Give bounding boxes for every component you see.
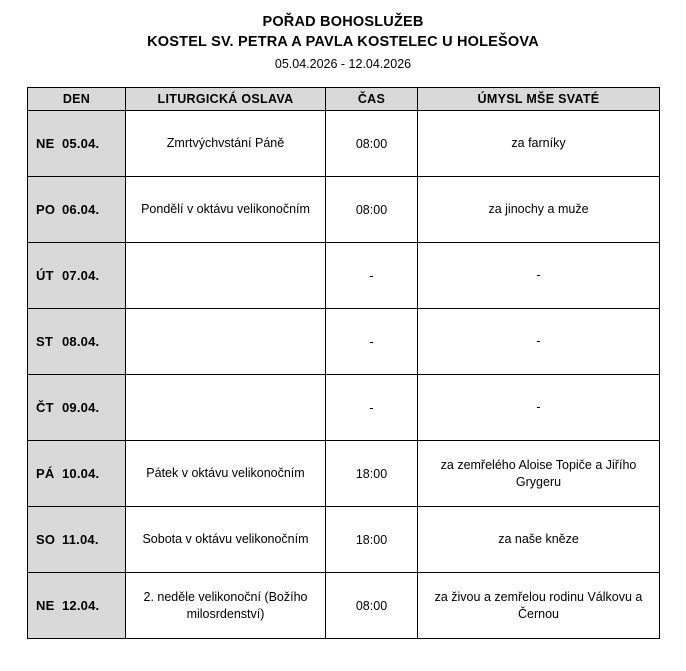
cell-day <box>28 309 126 375</box>
column-header-day: DEN <box>28 88 126 111</box>
cell-day <box>28 441 126 507</box>
document-subtitle-church: KOSTEL SV. PETRA A PAVLA KOSTELEC U HOLEŠOVA <box>147 34 539 50</box>
cell-feast <box>126 243 326 309</box>
cell-day-date: 07.04. <box>62 268 100 283</box>
cell-time: 18:00 <box>326 441 418 507</box>
cell-feast: Pátek v oktávu velikonočním <box>126 441 326 507</box>
table-row <box>28 243 660 309</box>
cell-time: 08:00 <box>326 573 418 639</box>
cell-day-dow: ST <box>36 334 54 349</box>
cell-day-date: 09.04. <box>62 400 100 415</box>
cell-feast <box>126 375 326 441</box>
cell-day-dow: ČT <box>36 400 54 415</box>
column-header-time: ČAS <box>326 88 418 111</box>
cell-intent: za farníky <box>418 111 660 177</box>
schedule-table-wrapper <box>27 87 659 639</box>
cell-day-date: 11.04. <box>62 532 99 547</box>
cell-day-dow: SO <box>36 532 56 547</box>
cell-day-date: 10.04. <box>62 466 100 481</box>
cell-day-dow: PÁ <box>36 466 55 481</box>
table-header-row-group <box>28 88 660 111</box>
cell-intent: za naše kněze <box>418 507 660 573</box>
cell-time: - <box>326 309 418 375</box>
cell-intent: za živou a zemřelou rodinu Válkovu a Černou <box>418 573 660 639</box>
table-row <box>28 111 660 177</box>
table-header-row <box>28 88 660 111</box>
table-row <box>28 441 660 507</box>
cell-intent: - <box>418 243 660 309</box>
cell-day <box>28 243 126 309</box>
cell-day-date: 12.04. <box>62 598 100 613</box>
cell-time: 08:00 <box>326 177 418 243</box>
cell-intent: - <box>418 309 660 375</box>
document-date-range: 05.04.2026 - 12.04.2026 <box>274 57 412 71</box>
cell-day-date: 08.04. <box>62 334 100 349</box>
cell-intent: za zemřelého Aloise Topiče a Jiřího Grygeru <box>418 441 660 507</box>
table-row <box>28 573 660 639</box>
cell-day <box>28 111 126 177</box>
document-title: POŘAD BOHOSLUŽEB <box>262 14 424 30</box>
cell-day <box>28 573 126 639</box>
table-row <box>28 177 660 243</box>
cell-time: - <box>326 375 418 441</box>
cell-feast: Zmrtvýchvstání Páně <box>126 111 326 177</box>
cell-day-date: 05.04. <box>62 136 100 151</box>
cell-time: 18:00 <box>326 507 418 573</box>
table-row <box>28 507 660 573</box>
cell-time: 08:00 <box>326 111 418 177</box>
cell-day-dow: ÚT <box>36 268 54 283</box>
table-body <box>28 111 660 639</box>
cell-day-dow: PO <box>36 202 56 217</box>
cell-feast: Pondělí v oktávu velikonočním <box>126 177 326 243</box>
schedule-table <box>27 87 660 639</box>
column-header-intent: ÚMYSL MŠE SVATÉ <box>418 88 660 111</box>
cell-feast: 2. neděle velikonoční (Božího milosrdenství) <box>126 573 326 639</box>
document-header <box>0 0 686 74</box>
cell-day <box>28 375 126 441</box>
cell-day-dow: NE <box>36 136 55 151</box>
cell-day-dow: NE <box>36 598 55 613</box>
cell-feast <box>126 309 326 375</box>
cell-day-date: 06.04. <box>62 202 100 217</box>
cell-intent: za jinochy a muže <box>418 177 660 243</box>
cell-time: - <box>326 243 418 309</box>
table-row <box>28 375 660 441</box>
cell-day <box>28 507 126 573</box>
cell-intent: - <box>418 375 660 441</box>
column-header-feast: LITURGICKÁ OSLAVA <box>126 88 326 111</box>
cell-day <box>28 177 126 243</box>
table-row <box>28 309 660 375</box>
cell-feast: Sobota v oktávu velikonočním <box>126 507 326 573</box>
